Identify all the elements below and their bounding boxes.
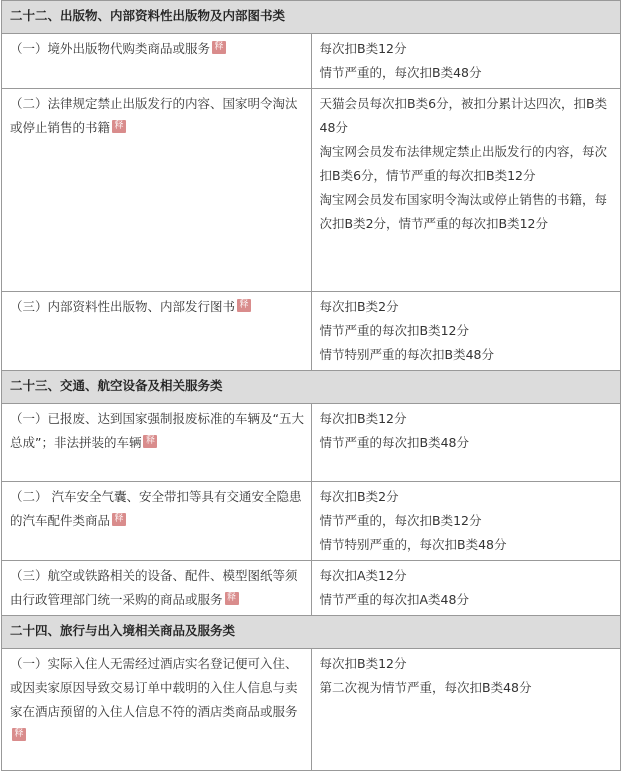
rule-item-label: （一）实际入住人无需经过酒店实名登记便可入住、或因卖家原因导致交易订单中载明的入住人信息与卖家在酒店预留的入住人信息不符的酒店类商品或服务	[10, 656, 298, 719]
section-title: 二十二、出版物、内部资料性出版物及内部图书类	[2, 1, 621, 34]
penalty-text: 每次扣B类12分	[319, 656, 407, 671]
penalty-text: 每次扣B类12分	[319, 41, 407, 56]
shi-explanation-icon[interactable]: 释	[237, 299, 251, 312]
rule-item-label: （二） 汽车安全气囊、安全带扣等具有交通安全隐患的汽车配件类商品	[10, 489, 302, 528]
rule-item-label: （一）境外出版物代购类商品或服务	[10, 41, 211, 56]
shi-explanation-icon[interactable]: 释	[225, 592, 239, 605]
penalty-rules-table	[1, 0, 621, 771]
section-header-row	[2, 371, 621, 404]
penalty-text: 天猫会员每次扣B类6分，被扣分累计达四次，扣B类48分	[319, 96, 608, 135]
penalty-text: 情节严重的每次扣A类48分	[319, 592, 469, 607]
penalty-text: 淘宝网会员发布法律规定禁止出版发行的内容，每次扣B类6分，情节严重的每次扣B类12分	[319, 144, 608, 183]
rule-item-cell	[2, 34, 312, 89]
rule-row	[2, 561, 621, 616]
penalty-text: 每次扣B类2分	[319, 299, 399, 314]
penalty-text: 第二次视为情节严重，每次扣B类48分	[319, 680, 532, 695]
penalty-cell	[311, 561, 621, 616]
penalty-cell	[311, 34, 621, 89]
shi-explanation-icon[interactable]: 释	[112, 120, 126, 133]
rule-item-cell	[2, 89, 312, 292]
penalty-text: 每次扣A类12分	[319, 568, 407, 583]
rule-item-cell	[2, 649, 312, 771]
shi-explanation-icon[interactable]: 释	[112, 513, 126, 526]
rule-row	[2, 34, 621, 89]
section-header-row	[2, 616, 621, 649]
rule-item-label: （一）已报废、达到国家强制报废标准的车辆及“五大总成”；非法拼装的车辆	[10, 411, 304, 450]
penalty-cell	[311, 404, 621, 482]
rule-item-cell	[2, 292, 312, 371]
penalty-cell	[311, 89, 621, 292]
penalty-text: 情节特别严重的每次扣B类48分	[319, 347, 494, 362]
rules-body	[2, 1, 621, 771]
section-title: 二十三、交通、航空设备及相关服务类	[2, 371, 621, 404]
shi-explanation-icon[interactable]: 释	[212, 41, 226, 54]
penalty-text: 情节特别严重的，每次扣B类48分	[319, 537, 507, 552]
rule-item-cell	[2, 561, 312, 616]
rule-row	[2, 482, 621, 561]
penalty-text: 情节严重的，每次扣B类12分	[319, 513, 482, 528]
section-title: 二十四、旅行与出入境相关商品及服务类	[2, 616, 621, 649]
rule-item-label: （二）法律规定禁止出版发行的内容、国家明令淘汰或停止销售的书籍	[10, 96, 298, 135]
penalty-text: 情节严重的每次扣B类48分	[319, 435, 469, 450]
rule-row	[2, 292, 621, 371]
penalty-text: 淘宝网会员发布国家明令淘汰或停止销售的书籍，每次扣B类2分，情节严重的每次扣B类12分	[319, 192, 608, 231]
penalty-cell	[311, 649, 621, 771]
shi-explanation-icon[interactable]: 释	[143, 435, 157, 448]
rule-row	[2, 649, 621, 771]
rule-row	[2, 404, 621, 482]
rule-item-label: （三）航空或铁路相关的设备、配件、模型图纸等须由行政管理部门统一采购的商品或服务	[10, 568, 298, 607]
rule-item-cell	[2, 404, 312, 482]
rule-item-label: （三）内部资料性出版物、内部发行图书	[10, 299, 236, 314]
section-header-row	[2, 1, 621, 34]
penalty-cell	[311, 482, 621, 561]
shi-explanation-icon[interactable]: 释	[12, 728, 26, 741]
penalty-text: 每次扣B类12分	[319, 411, 407, 426]
penalty-cell	[311, 292, 621, 371]
rule-row	[2, 89, 621, 292]
penalty-text: 情节严重的，每次扣B类48分	[319, 65, 482, 80]
penalty-text: 每次扣B类2分	[319, 489, 399, 504]
penalty-text: 情节严重的每次扣B类12分	[319, 323, 469, 338]
rule-item-cell	[2, 482, 312, 561]
